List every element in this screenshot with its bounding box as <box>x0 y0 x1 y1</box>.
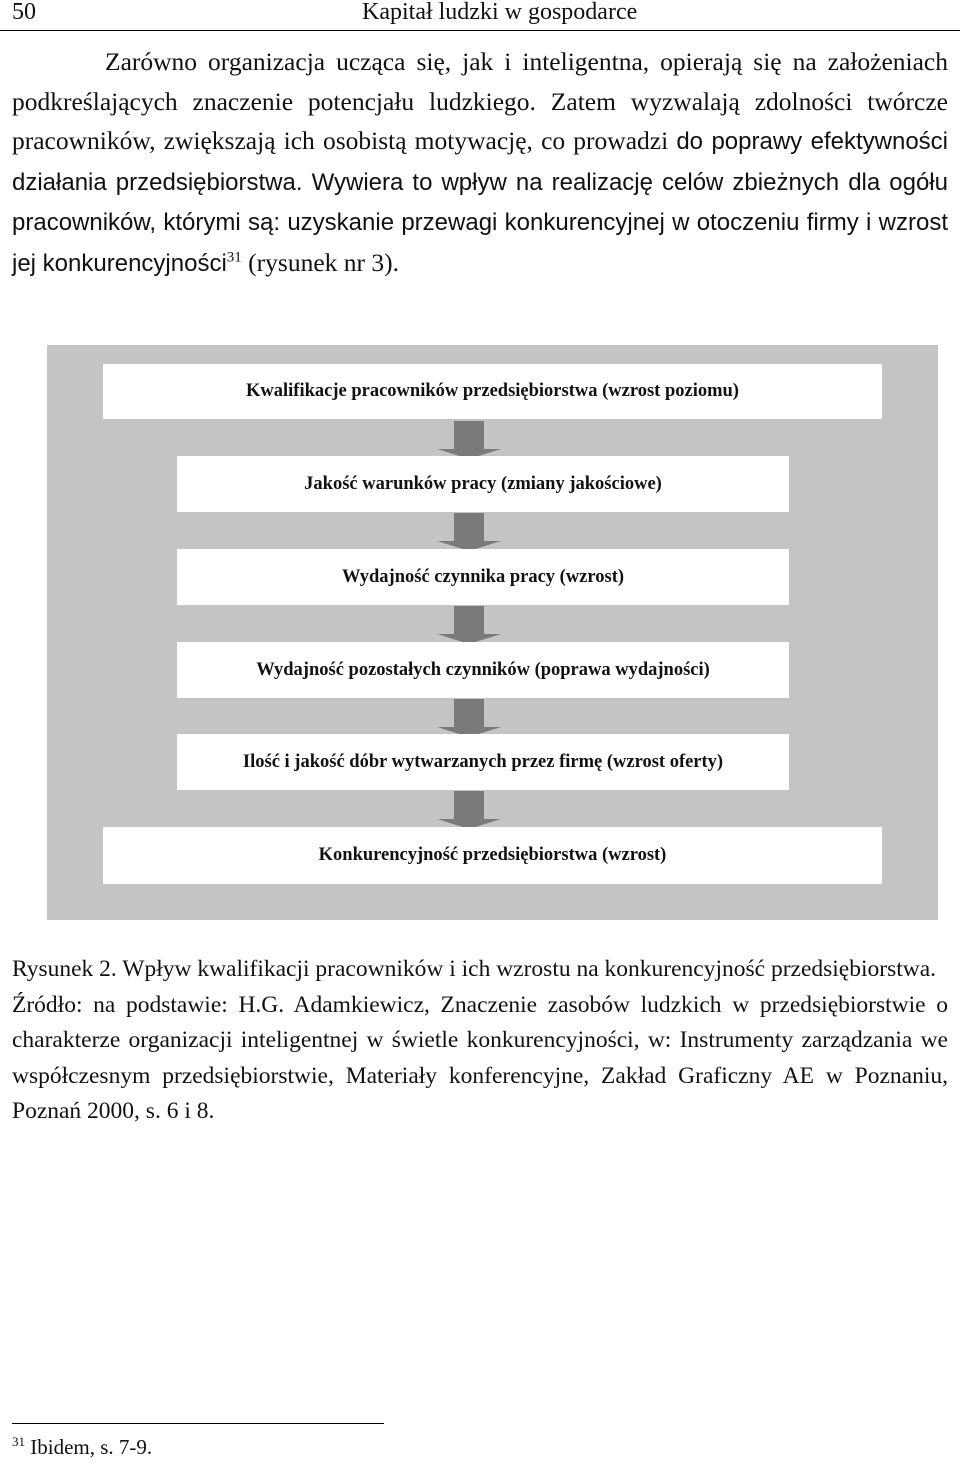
down-arrow-icon <box>429 513 509 551</box>
figure-caption <box>12 952 948 1130</box>
diagram-box-qualifications: Kwalifikacje pracowników przedsiębiorstwa (wzrost poziomu) <box>103 364 882 419</box>
down-arrow-icon <box>429 421 509 459</box>
footnote <box>12 1432 152 1462</box>
body-paragraph <box>12 42 948 283</box>
down-arrow-icon <box>429 606 509 644</box>
diagram-box-competitiveness: Konkurencyjność przedsiębiorstwa (wzrost) <box>103 827 882 884</box>
footnote-text: Ibidem, s. 7-9. <box>25 1435 153 1459</box>
body-text-part1: Zarówno organizacja ucząca się, jak i inteligentna, opierają się na założeniach podkreślających znaczenie potencjału ludzkiego. Zatem wyzwalają zdolności twórcze pracowników, zwiększają ich osobistą motywację, co prowadzi <box>12 47 948 155</box>
figure-source: Źródło: na podstawie: H.G. Adamkiewicz, Znaczenie zasobów ludzkich w przedsiębiorstwie o charakterze organizacji inteligentnej w świetle konkurencyjności, w: Instrumenty zarządzania we współczesnym przedsiębiorstwie, Materiały konferencyjne, Zakład Graficzny AE w Poznaniu, Poznań 2000, s. 6 i 8. <box>12 991 948 1124</box>
flow-diagram <box>47 345 938 920</box>
figure-title: Rysunek 2. Wpływ kwalifikacji pracowników i ich wzrostu na konkurencyjność przedsiębiorstwa. <box>12 956 937 982</box>
footnote-reference: 31 <box>226 249 242 265</box>
page-number: 50 <box>12 0 36 25</box>
diagram-box-goods-quantity-quality: Ilość i jakość dóbr wytwarzanych przez firmę (wzrost oferty) <box>177 734 789 790</box>
footnote-number: 31 <box>12 1434 25 1449</box>
running-title: Kapitał ludzki w gospodarce <box>362 0 638 25</box>
diagram-box-other-factors-productivity: Wydajność pozostałych czynników (poprawa wydajności) <box>177 642 789 698</box>
footnote-separator <box>12 1423 384 1424</box>
diagram-box-working-conditions: Jakość warunków pracy (zmiany jakościowe) <box>177 456 789 512</box>
down-arrow-icon <box>429 699 509 737</box>
diagram-box-labour-productivity: Wydajność czynnika pracy (wzrost) <box>177 549 789 605</box>
down-arrow-icon <box>429 791 509 829</box>
page-header <box>0 0 960 31</box>
body-text-part3: (rysunek nr 3). <box>241 247 399 277</box>
body-text-part2: do poprawy efektywności działania przedsiębiorstwa. Wywiera to wpływ na realizację celów zbieżnych dla ogółu pracowników, którymi są: uzyskanie przewagi konkurencyjnej w otoczeniu firmy i wzrost jej konkurencyjności <box>12 128 949 277</box>
